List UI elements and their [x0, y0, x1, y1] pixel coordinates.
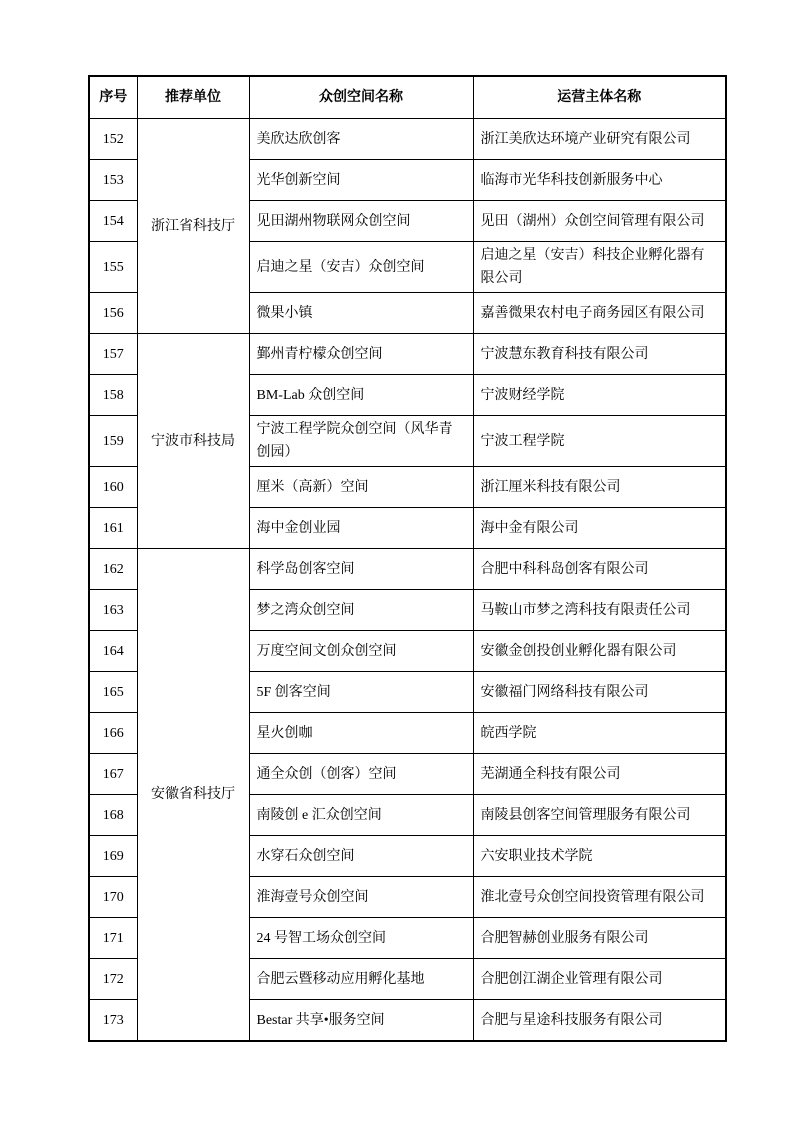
row-number-cell: 163 — [89, 590, 137, 631]
makerspace-name-cell: 科学岛创客空间 — [249, 549, 473, 590]
operator-name-cell: 合肥创江湖企业管理有限公司 — [473, 959, 726, 1000]
makerspace-name-cell: 万度空间文创众创空间 — [249, 631, 473, 672]
makerspace-name-cell: 梦之湾众创空间 — [249, 590, 473, 631]
row-number-cell: 157 — [89, 334, 137, 375]
operator-name-cell: 宁波财经学院 — [473, 375, 726, 416]
operator-name-cell: 浙江美欣达环境产业研究有限公司 — [473, 119, 726, 160]
row-number-cell: 172 — [89, 959, 137, 1000]
operator-name-cell: 南陵县创客空间管理服务有限公司 — [473, 795, 726, 836]
row-number-cell: 160 — [89, 467, 137, 508]
operator-name-cell: 合肥与星途科技服务有限公司 — [473, 1000, 726, 1042]
row-number-cell: 165 — [89, 672, 137, 713]
operator-name-cell: 安徽福门网络科技有限公司 — [473, 672, 726, 713]
makerspace-name-cell: 5F 创客空间 — [249, 672, 473, 713]
makerspace-table — [88, 75, 727, 1042]
row-number-cell: 153 — [89, 160, 137, 201]
operator-name-cell: 安徽金创投创业孵化器有限公司 — [473, 631, 726, 672]
row-number-cell: 155 — [89, 242, 137, 293]
header-makerspace-name: 众创空间名称 — [249, 76, 473, 119]
table-header-row — [89, 76, 726, 119]
row-number-cell: 164 — [89, 631, 137, 672]
operator-name-cell: 合肥中科科岛创客有限公司 — [473, 549, 726, 590]
operator-name-cell: 见田（湖州）众创空间管理有限公司 — [473, 201, 726, 242]
operator-name-cell: 海中金有限公司 — [473, 508, 726, 549]
makerspace-name-cell: 微果小镇 — [249, 293, 473, 334]
row-number-cell: 159 — [89, 416, 137, 467]
operator-name-cell: 马鞍山市梦之湾科技有限责任公司 — [473, 590, 726, 631]
row-number-cell: 158 — [89, 375, 137, 416]
header-operator-name: 运营主体名称 — [473, 76, 726, 119]
recommending-unit-cell: 宁波市科技局 — [137, 334, 249, 549]
makerspace-name-cell: 南陵创 e 汇众创空间 — [249, 795, 473, 836]
row-number-cell: 169 — [89, 836, 137, 877]
makerspace-name-cell: 厘米（高新）空间 — [249, 467, 473, 508]
operator-name-cell: 淮北壹号众创空间投资管理有限公司 — [473, 877, 726, 918]
makerspace-name-cell: 24 号智工场众创空间 — [249, 918, 473, 959]
makerspace-name-cell: 通全众创（创客）空间 — [249, 754, 473, 795]
operator-name-cell: 宁波工程学院 — [473, 416, 726, 467]
operator-name-cell: 浙江厘米科技有限公司 — [473, 467, 726, 508]
operator-name-cell: 芜湖通全科技有限公司 — [473, 754, 726, 795]
row-number-cell: 162 — [89, 549, 137, 590]
makerspace-name-cell: 星火创咖 — [249, 713, 473, 754]
makerspace-name-cell: 淮海壹号众创空间 — [249, 877, 473, 918]
operator-name-cell: 宁波慧东教育科技有限公司 — [473, 334, 726, 375]
row-number-cell: 173 — [89, 1000, 137, 1042]
makerspace-name-cell: 水穿石众创空间 — [249, 836, 473, 877]
operator-name-cell: 嘉善微果农村电子商务园区有限公司 — [473, 293, 726, 334]
operator-name-cell: 合肥智赫创业服务有限公司 — [473, 918, 726, 959]
row-number-cell: 167 — [89, 754, 137, 795]
row-number-cell: 170 — [89, 877, 137, 918]
operator-name-cell: 六安职业技术学院 — [473, 836, 726, 877]
table-row — [89, 549, 726, 590]
makerspace-name-cell: 启迪之星（安吉）众创空间 — [249, 242, 473, 293]
makerspace-name-cell: 鄞州青柠檬众创空间 — [249, 334, 473, 375]
row-number-cell: 171 — [89, 918, 137, 959]
row-number-cell: 166 — [89, 713, 137, 754]
header-recommending-unit: 推荐单位 — [137, 76, 249, 119]
row-number-cell: 161 — [89, 508, 137, 549]
recommending-unit-cell: 浙江省科技厅 — [137, 119, 249, 334]
operator-name-cell: 临海市光华科技创新服务中心 — [473, 160, 726, 201]
table-row — [89, 334, 726, 375]
row-number-cell: 156 — [89, 293, 137, 334]
makerspace-name-cell: BM-Lab 众创空间 — [249, 375, 473, 416]
row-number-cell: 154 — [89, 201, 137, 242]
makerspace-name-cell: 光华创新空间 — [249, 160, 473, 201]
table-row — [89, 119, 726, 160]
makerspace-name-cell: Bestar 共享•服务空间 — [249, 1000, 473, 1042]
makerspace-name-cell: 宁波工程学院众创空间（风华青创园） — [249, 416, 473, 467]
header-serial-number: 序号 — [89, 76, 137, 119]
makerspace-name-cell: 合肥云暨移动应用孵化基地 — [249, 959, 473, 1000]
row-number-cell: 152 — [89, 119, 137, 160]
operator-name-cell: 启迪之星（安吉）科技企业孵化器有限公司 — [473, 242, 726, 293]
operator-name-cell: 皖西学院 — [473, 713, 726, 754]
makerspace-name-cell: 海中金创业园 — [249, 508, 473, 549]
row-number-cell: 168 — [89, 795, 137, 836]
makerspace-name-cell: 美欣达欣创客 — [249, 119, 473, 160]
makerspace-name-cell: 见田湖州物联网众创空间 — [249, 201, 473, 242]
recommending-unit-cell: 安徽省科技厅 — [137, 549, 249, 1042]
